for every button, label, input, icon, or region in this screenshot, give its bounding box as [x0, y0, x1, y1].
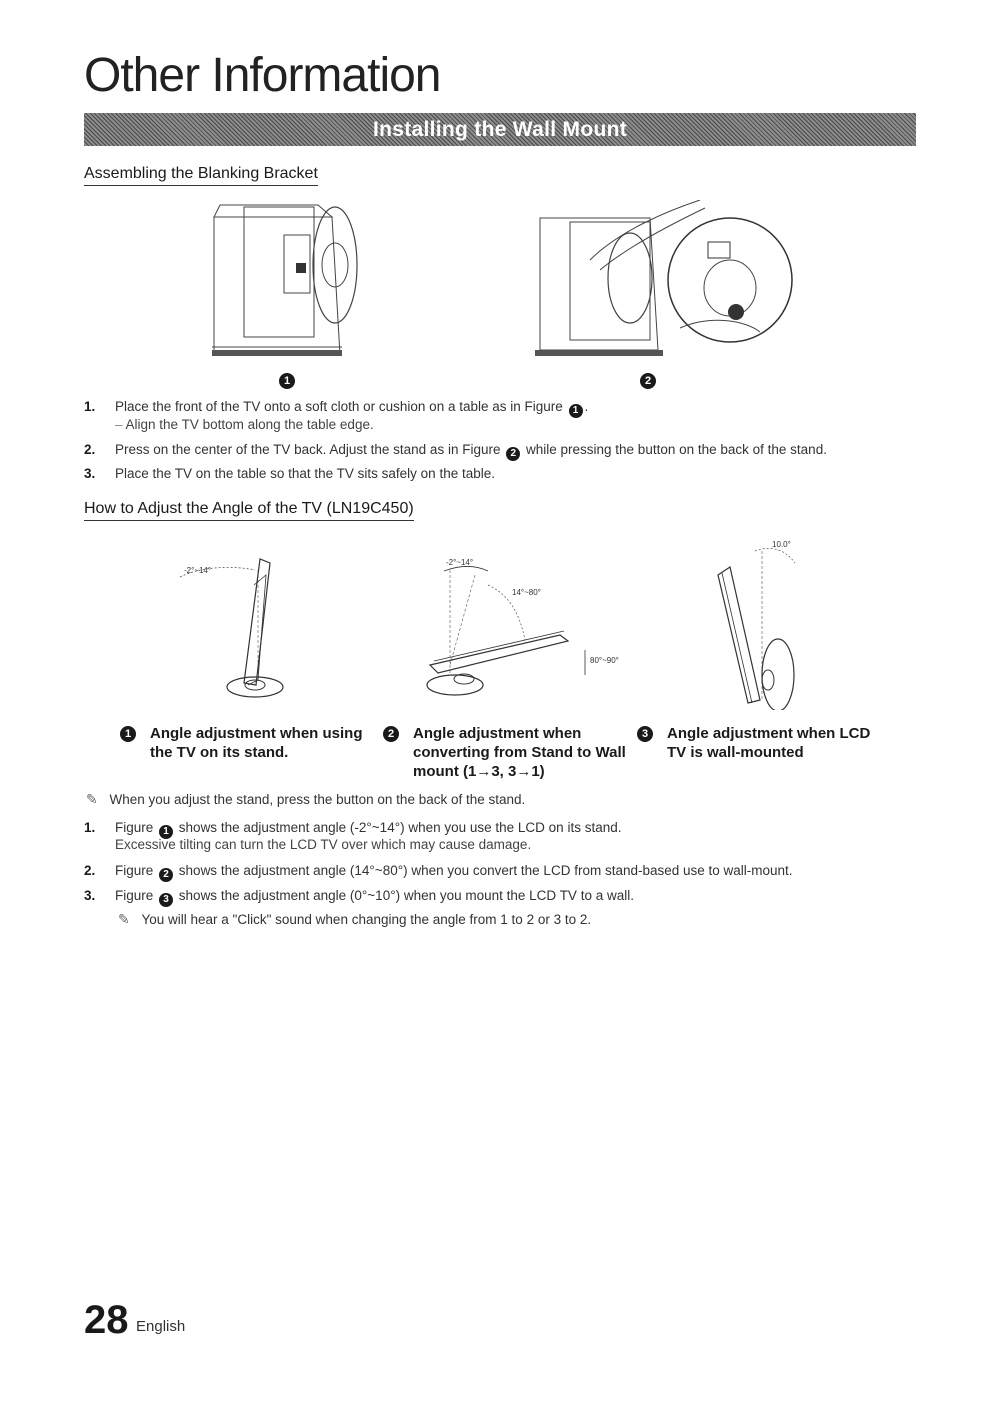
figure-ref-badge: 2: [159, 868, 173, 882]
step-number: 1.: [84, 399, 96, 414]
section2-note: [86, 790, 525, 809]
figure-2-adjust-stand: [530, 200, 810, 370]
section1-step-1: [84, 397, 914, 416]
caption-badge: 3: [637, 726, 653, 742]
figure-1-tv-back: [200, 195, 370, 365]
caption-line: Angle adjustment when LCD: [667, 725, 871, 742]
caption-wall: [637, 724, 897, 764]
page-language: English: [136, 1318, 186, 1335]
figure-2-badge: 2: [640, 373, 656, 389]
figure-ref-badge: 3: [159, 893, 173, 907]
angle-label-fig3: 10.0°: [772, 540, 791, 549]
step-text: Figure 1 shows the adjustment angle (-2°~14°) when you use the LCD on its stand.: [115, 820, 622, 837]
section2-step1-extra: Excessive tilting can turn the LCD TV over which may cause damage.: [115, 837, 532, 852]
angle-label-fig2-top: -2°~14°: [446, 558, 474, 567]
caption-line: Angle adjustment when: [413, 725, 582, 742]
figure-1-badge: 1: [279, 373, 295, 389]
section1-subnote: – Align the TV bottom along the table edge.: [115, 417, 374, 432]
step-number: 1.: [84, 820, 96, 835]
caption-line: Angle adjustment when using: [150, 725, 363, 742]
pencil-note-icon: ✎: [86, 791, 98, 807]
caption-convert: [383, 724, 633, 784]
step-number: 2.: [84, 863, 96, 878]
section1-step-2: [84, 440, 914, 459]
section2-step-1: [84, 818, 914, 837]
caption-line: the TV on its stand.: [150, 744, 289, 761]
note-text: You will hear a "Click" sound when changing the angle from 1 to 2 or 3 to 2.: [141, 912, 592, 927]
figure-angle-convert: [420, 545, 620, 705]
caption-line: TV is wall-mounted: [667, 744, 804, 761]
caption-line: mount (1→3, 3→1): [413, 763, 545, 780]
step-text: Figure 3 shows the adjustment angle (0°~10°) when you mount the LCD TV to a wall.: [115, 888, 634, 905]
note-text: When you adjust the stand, press the button on the back of the stand.: [109, 792, 526, 807]
page-number: 28: [84, 1298, 129, 1342]
figure-ref-badge: 1: [569, 404, 583, 418]
section-heading-blanking-bracket: Assembling the Blanking Bracket: [84, 165, 318, 186]
step-number: 2.: [84, 442, 96, 457]
figure-ref-badge: 2: [506, 447, 520, 461]
pencil-note-icon: ✎: [118, 911, 130, 927]
step-text: Figure 2 shows the adjustment angle (14°~80°) when you convert the LCD from stand-based use to wall-mount.: [115, 863, 793, 880]
figure-angle-stand: [170, 545, 300, 705]
section-heading-adjust-angle: How to Adjust the Angle of the TV (LN19C450): [84, 500, 414, 521]
angle-label-fig2-mid: 14°~80°: [512, 588, 541, 597]
angle-label-fig1: -2°~14°: [184, 566, 212, 575]
figure-ref-badge: 1: [159, 825, 173, 839]
figure-angle-wall: [700, 535, 830, 710]
page-title: Other Information: [84, 49, 441, 102]
banner-label: Installing the Wall Mount: [372, 117, 628, 141]
step-text: Place the front of the TV onto a soft cloth or cushion on a table as in Figure 1 .: [115, 399, 589, 416]
section1-step-3: [84, 464, 914, 483]
step-number: 3.: [84, 466, 96, 481]
step-number: 3.: [84, 888, 96, 903]
caption-badge: 2: [383, 726, 399, 742]
section-banner: [84, 113, 916, 146]
angle-label-fig2-side: 80°~90°: [590, 656, 619, 665]
step-text: Place the TV on the table so that the TV sits safely on the table.: [115, 466, 495, 481]
section2-subnote: [118, 910, 591, 929]
section2-step-2: [84, 861, 914, 880]
caption-badge: 1: [120, 726, 136, 742]
section2-step-3: [84, 886, 914, 905]
caption-stand: [120, 724, 370, 764]
caption-line: converting from Stand to Wall: [413, 744, 626, 761]
step-text: Press on the center of the TV back. Adjust the stand as in Figure 2 while pressing the button on the back of the stand.: [115, 442, 827, 459]
